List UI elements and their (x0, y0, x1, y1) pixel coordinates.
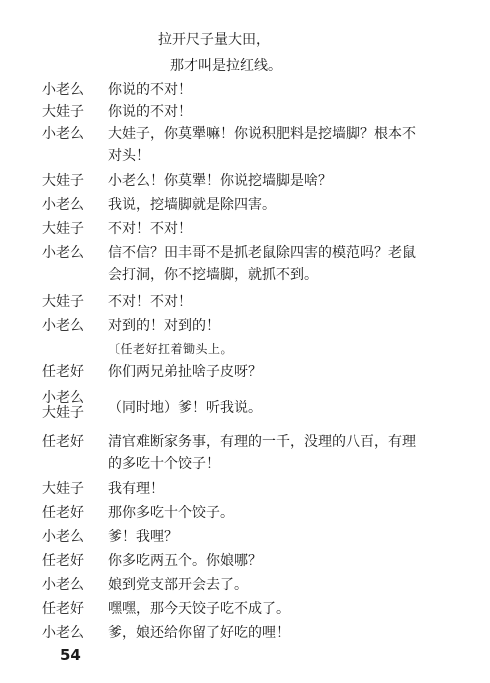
speaker-name: 小老么 (42, 529, 84, 545)
speaker-name: 小老么 (42, 625, 84, 641)
line-text: 不对！不对！ (108, 294, 192, 310)
speaker-name: 大娃子 (42, 405, 84, 421)
line-text: 嘿嘿，那今天饺子吃不成了。 (108, 601, 290, 617)
dialogue-line (0, 575, 490, 601)
speaker-name: 小老么 (42, 245, 84, 261)
speaker-name: 小老么 (42, 82, 84, 98)
dialogue-line (0, 219, 490, 245)
speaker-name: 大娃子 (42, 221, 84, 237)
verse-line-2: 那才叫是拉红线。 (170, 58, 282, 74)
line-text: 大娃子，你莫犟嘛！你说积肥料是挖墙脚？根本不 (108, 126, 416, 142)
speaker-name: 小老么 (42, 126, 84, 142)
page-number: 54 (60, 646, 81, 664)
speaker-name: 小老么 (42, 390, 84, 406)
line-text: 我有理！ (108, 481, 164, 497)
line-text: 娘到党支部开会去了。 (108, 577, 248, 593)
dialogue-line (0, 551, 490, 577)
dialogue-line (0, 362, 490, 388)
line-text: 不对！不对！ (108, 221, 192, 237)
line-text: 对到的！对到的！ (108, 318, 220, 334)
joint-dialogue-line (0, 390, 490, 430)
speaker-name: 任老好 (42, 553, 84, 569)
line-text-continued: 会打洞，你不挖墙脚，就抓不到。 (108, 267, 318, 283)
line-text: 小老么！你莫犟！你说挖墙脚是啥？ (108, 173, 332, 189)
speaker-name: 小老么 (42, 197, 84, 213)
line-text: 我说，挖墙脚就是除四害。 (108, 197, 276, 213)
dialogue-line (0, 479, 490, 505)
line-text-continued: 对头！ (108, 148, 150, 164)
stage-direction: 〔任老好扛着锄头上。 (108, 342, 234, 356)
dialogue-line (0, 599, 490, 625)
line-text: 信不信？田丰哥不是抓老鼠除四害的模范吗？老鼠 (108, 245, 416, 261)
speaker-name: 大娃子 (42, 104, 84, 120)
dialogue-line (0, 503, 490, 529)
speaker-name: 任老好 (42, 601, 84, 617)
speaker-name: 小老么 (42, 318, 84, 334)
line-text: 你说的不对！ (108, 82, 192, 98)
line-text: 那你多吃十个饺子。 (108, 505, 234, 521)
dialogue-line (0, 243, 490, 289)
line-text: 清官难断家务事，有理的一千，没理的八百，有理 (108, 434, 416, 450)
dialogue-line (0, 527, 490, 553)
speaker-name: 大娃子 (42, 294, 84, 310)
line-text: 你说的不对！ (108, 104, 192, 120)
speaker-name: 任老好 (42, 434, 84, 450)
speaker-name: 任老好 (42, 505, 84, 521)
dialogue-line (0, 292, 490, 318)
dialogue-line (0, 195, 490, 221)
speaker-name: 大娃子 (42, 481, 84, 497)
dialogue-line (0, 171, 490, 197)
line-text: 你多吃两五个。你娘哪？ (108, 553, 262, 569)
speaker-name: 任老好 (42, 364, 84, 380)
line-text-continued: 的多吃十个饺子！ (108, 456, 220, 472)
line-text: （同时地）爹！听我说。 (108, 400, 262, 416)
speaker-name: 小老么 (42, 577, 84, 593)
verse-line-1: 拉开尺子量大田， (158, 32, 270, 48)
speaker-name: 大娃子 (42, 173, 84, 189)
line-text: 你们两兄弟扯啥子皮呀？ (108, 364, 262, 380)
dialogue-line (0, 124, 490, 170)
dialogue-line (0, 316, 490, 342)
line-text: 爹，娘还给你留了好吃的哩！ (108, 625, 290, 641)
dialogue-line (0, 432, 490, 478)
line-text: 爹！我哩？ (108, 529, 178, 545)
